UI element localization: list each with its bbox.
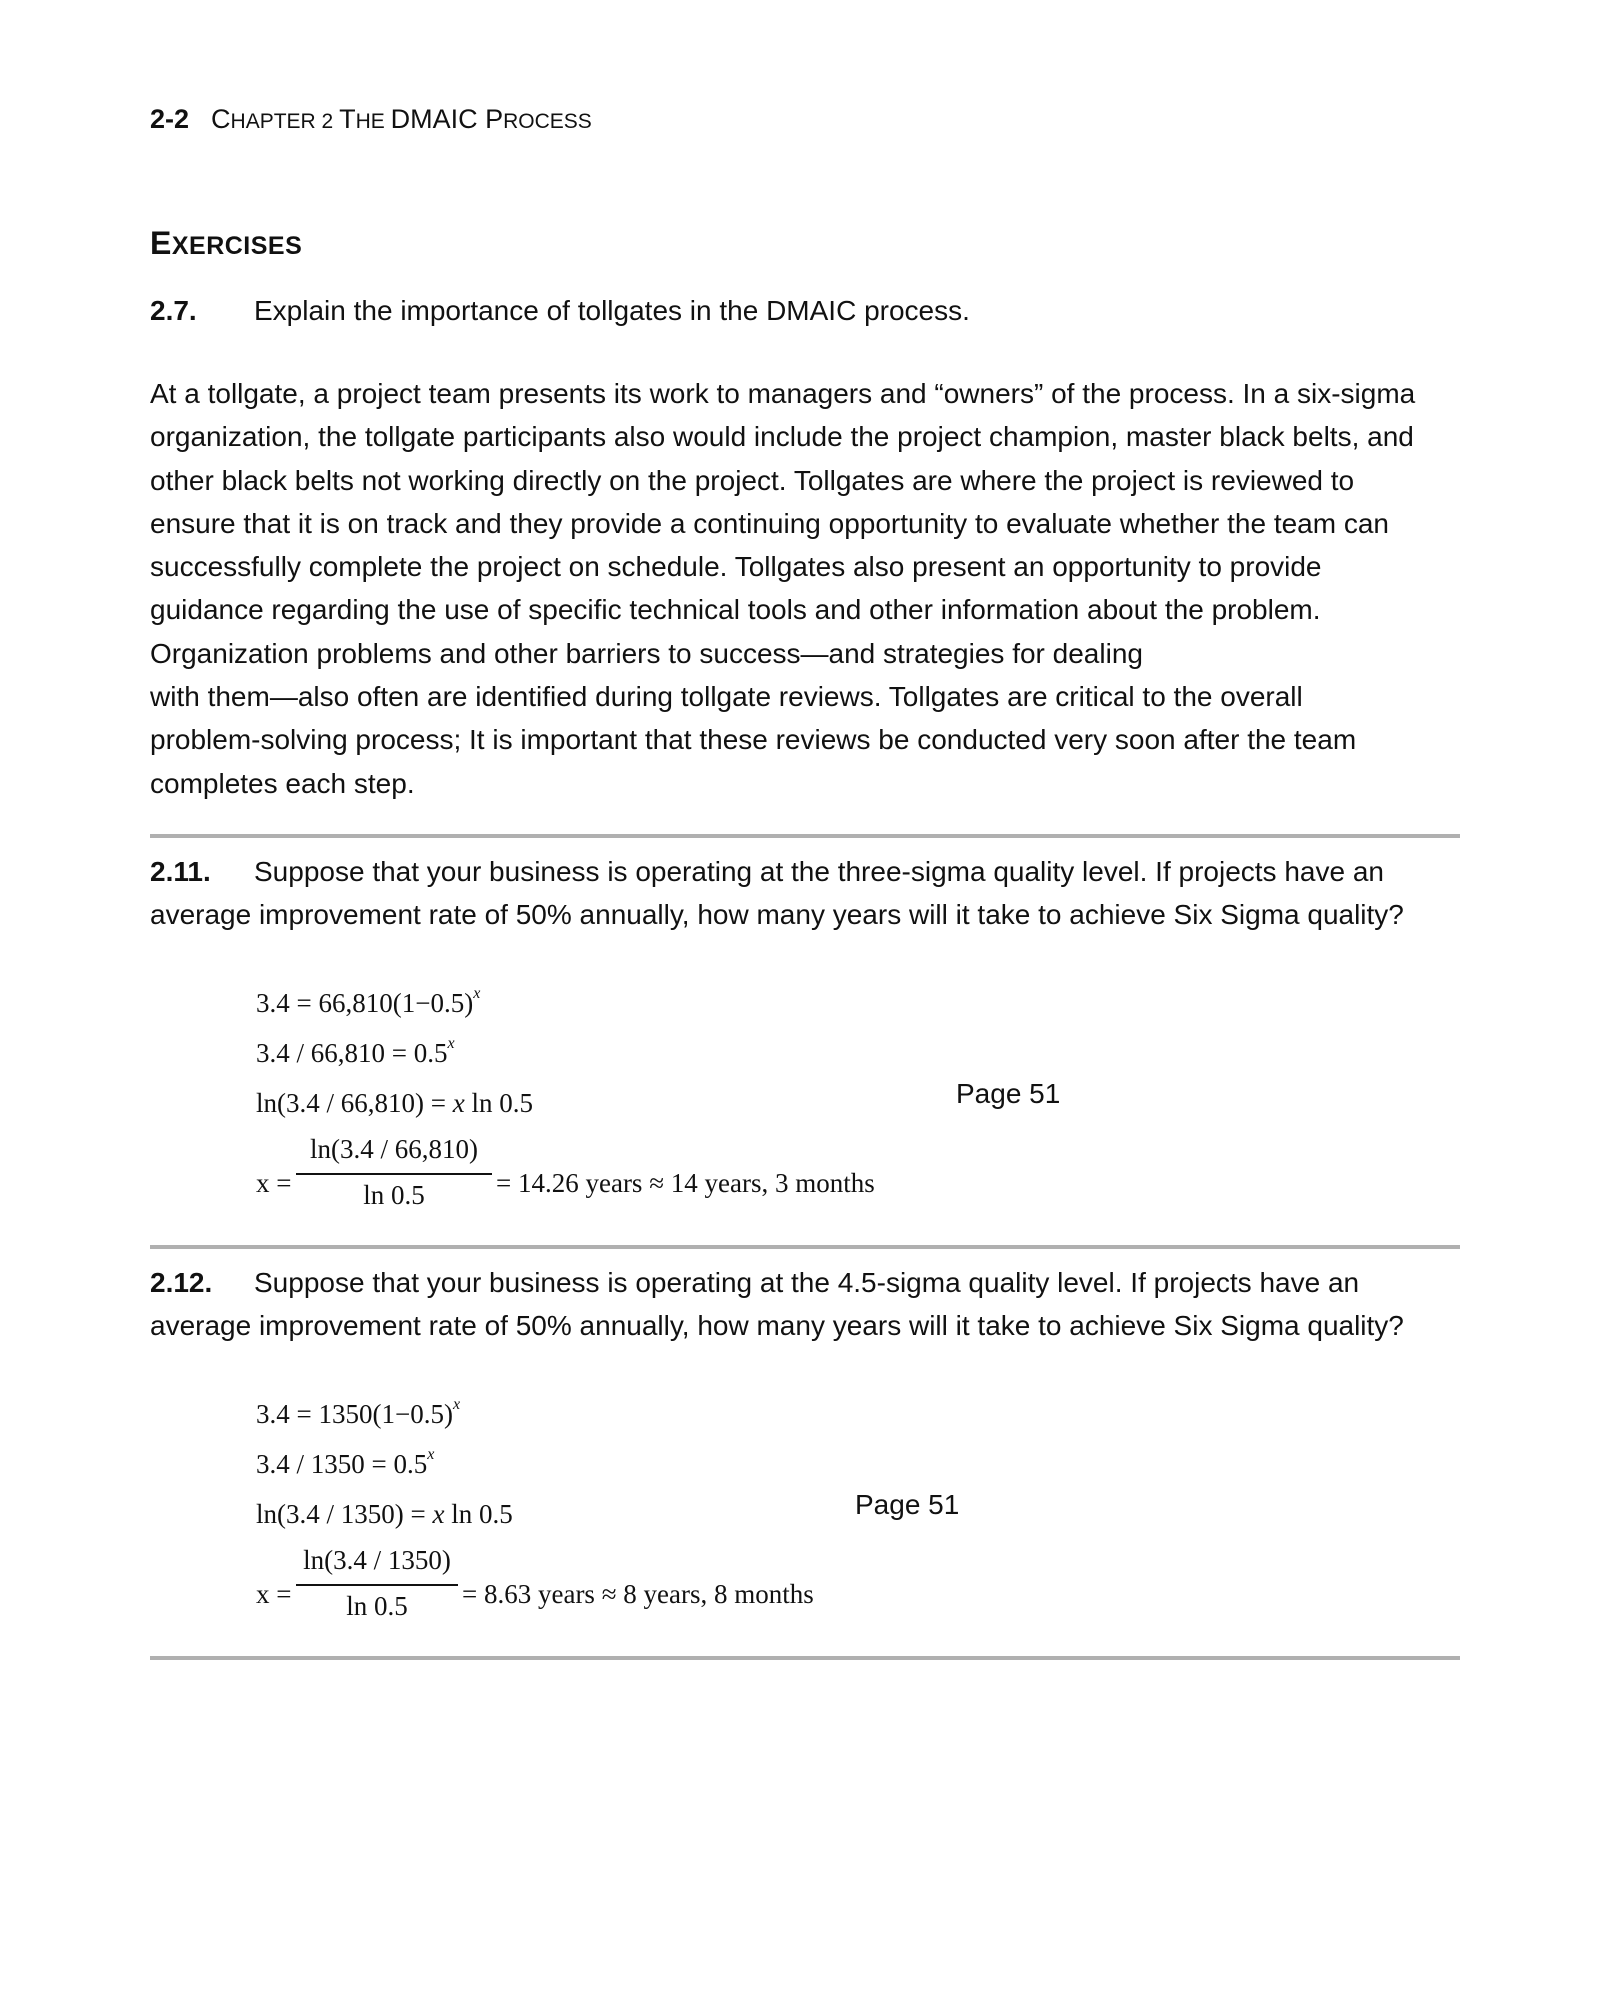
question-text: average improvement rate of 50% annually, how many years will it take to achieve Six Sigma quality? (150, 1310, 1404, 1341)
answer-line: successfully complete the project on schedule. Tollgates also present an opportunity to provide (150, 551, 1322, 583)
page-number: 2-2 (150, 104, 190, 134)
fraction-numerator: ln(3.4 / 66,810) (310, 1134, 478, 1164)
answer-line: At a tollgate, a project team presents its work to managers and “owners” of the process. In a six-sigma (150, 378, 1416, 409)
exercise-number: 2.7. (150, 295, 197, 326)
question-text: Suppose that your business is operating at the 4.5-sigma quality level. If projects have an (254, 1267, 1360, 1298)
exercise-2-11-solution: $3.4 = 66,810(1-0.5)^x$ $3.4 / 66,810 = 0.5^x$ ln(3.4 / 66,810) = x ln 0.5 x = ln(3.4 / 66,810) ln 0.5 = 14.26 years ≈ 14 years, 3 months (256, 985, 875, 1210)
question-text: Explain the importance of tollgates in the DMAIC process. (254, 295, 970, 326)
answer-line: organization, the tollgate participants also would include the project champion, master black belts, and (150, 421, 1414, 453)
exercise-number: 2.12. (150, 1267, 213, 1298)
fraction-bar (296, 1173, 492, 1175)
equation-line: $3.4 = 1350(1-0.5)^x$ (256, 1396, 461, 1429)
fraction-bar (296, 1584, 458, 1586)
running-header (150, 104, 592, 135)
answer-line: problem-solving process; It is important that these reviews be conducted very soon after the team (150, 724, 1357, 756)
divider-rule (150, 1245, 1460, 1249)
exercise-number: 2.11. (150, 856, 211, 887)
chapter-title: CHAPTER 2 THE DMAIC PROCESS (211, 104, 592, 134)
divider-rule (150, 1656, 1460, 1660)
exercise-2-11-question (150, 850, 1460, 936)
answer-line: Organization problems and other barriers to success—and strategies for dealing (150, 637, 1143, 669)
fraction-denominator: ln 0.5 (346, 1591, 408, 1621)
section-title: EXERCISES (150, 225, 303, 261)
answer-line: other black belts not working directly on the project. Tollgates are where the project is reviewed to (150, 464, 1355, 496)
answer-line: guidance regarding the use of specific technical tools and other information about the problem. (150, 594, 1321, 626)
answer-line: with them—also often are identified during tollgate reviews. Tollgates are critical to the overall (150, 681, 1303, 713)
page-reference: Page 51 (855, 1489, 960, 1520)
fraction-numerator: ln(3.4 / 1350) (303, 1545, 451, 1575)
equation-line: $3.4 / 66,810 = 0.5^x$ (256, 1035, 455, 1068)
answer-line: ensure that it is on track and they provide a continuing opportunity to evaluate whether the team can (150, 507, 1389, 539)
exercise-2-12-solution: $3.4 = 1350(1-0.5)^x$ $3.4 / 1350 = 0.5^x$ ln(3.4 / 1350) = x ln 0.5 x = ln(3.4 / 1350) ln 0.5 = 8.63 years ≈ 8 years, 8 months (256, 1396, 814, 1621)
exercise-2-7-question (150, 289, 1460, 332)
fraction-denominator: ln 0.5 (363, 1180, 425, 1210)
equation-line: ln(3.4 / 66,810) = x ln 0.5 (256, 1088, 533, 1118)
exercise-2-7-answer (150, 372, 1460, 805)
equation-line: $3.4 = 66,810(1-0.5)^x$ (256, 985, 481, 1018)
question-text: average improvement rate of 50% annually, how many years will it take to achieve Six Sigma quality? (150, 899, 1404, 930)
answer-line: completes each step. (150, 767, 415, 799)
question-text: Suppose that your business is operating at the three-sigma quality level. If projects have an (254, 856, 1384, 887)
equation-line: ln(3.4 / 1350) = x ln 0.5 (256, 1499, 513, 1529)
exercise-2-12-question (150, 1261, 1460, 1347)
divider-rule (150, 834, 1460, 838)
page-reference: Page 51 (956, 1078, 1061, 1109)
fraction-result: = 14.26 years ≈ 14 years, 3 months (496, 1168, 875, 1198)
equation-line: $3.4 / 1350 = 0.5^x$ (256, 1446, 435, 1479)
fraction-result: = 8.63 years ≈ 8 years, 8 months (462, 1579, 814, 1609)
